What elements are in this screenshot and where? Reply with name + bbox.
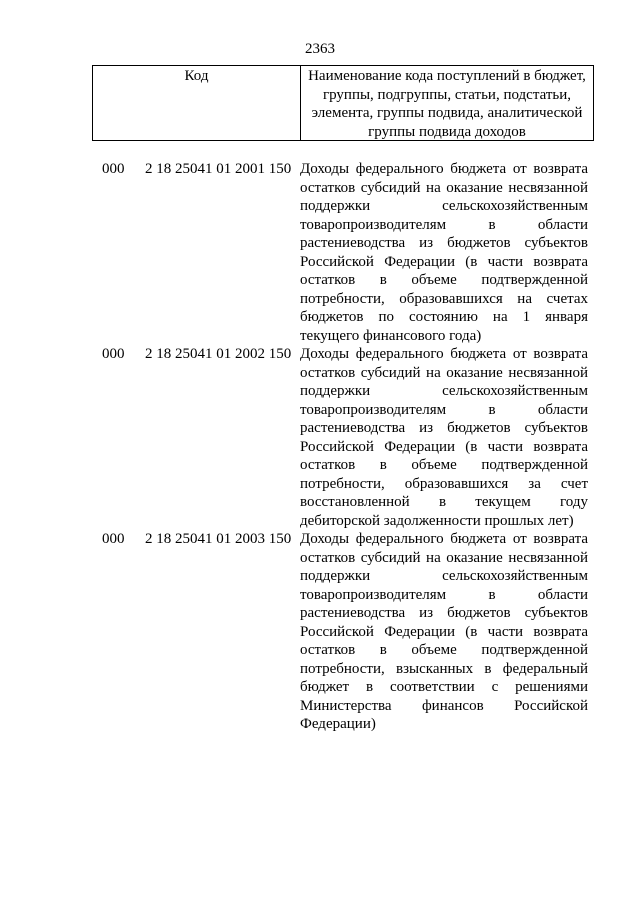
admin-code: 000 <box>102 161 125 177</box>
income-code-list <box>0 160 640 734</box>
income-description: Доходы федерального бюджета от возврата остатков субсидий на оказание несвязанной поддержки сельскохозяйственным товаропроизводителям в области растениеводства из бюджетов субъектов Российской Федерации (в части возврата остатков в объеме подтвержденной потребности, образовавшихся за счет восстановленной в текущем году дебиторской задолженности прошлых лет) <box>300 346 588 529</box>
header-code-column: Код <box>93 66 301 140</box>
table-header <box>92 65 594 141</box>
table-row <box>0 160 640 345</box>
header-name-column: Наименование кода поступлений в бюджет, группы, подгруппы, статьи, подстатьи, элемента, группы подвида, аналитической группы подвида доходов <box>308 68 586 140</box>
income-code: 2 18 25041 01 2001 150 <box>145 161 292 177</box>
income-code: 2 18 25041 01 2003 150 <box>145 531 292 547</box>
admin-code: 000 <box>102 531 125 547</box>
page-number: 2363 <box>305 41 335 57</box>
admin-code: 000 <box>102 346 125 362</box>
table-row <box>0 345 640 530</box>
table-row <box>0 530 640 734</box>
income-code: 2 18 25041 01 2002 150 <box>145 346 292 362</box>
income-description: Доходы федерального бюджета от возврата остатков субсидий на оказание несвязанной поддержки сельскохозяйственным товаропроизводителям в области растениеводства из бюджетов субъектов Российской Федерации (в части возврата остатков в объеме подтвержденной потребности, образовавшихся на счетах бюджетов по состоянию на 1 января текущего финансового года) <box>300 161 588 344</box>
income-description: Доходы федерального бюджета от возврата остатков субсидий на оказание несвязанной поддержки сельскохозяйственным товаропроизводителям в области растениеводства из бюджетов субъектов Российской Федерации (в части возврата остатков в объеме подтвержденной потребности, взысканных в федеральный бюджет в соответствии с решениями Министерства финансов Российской Федерации) <box>300 531 588 732</box>
